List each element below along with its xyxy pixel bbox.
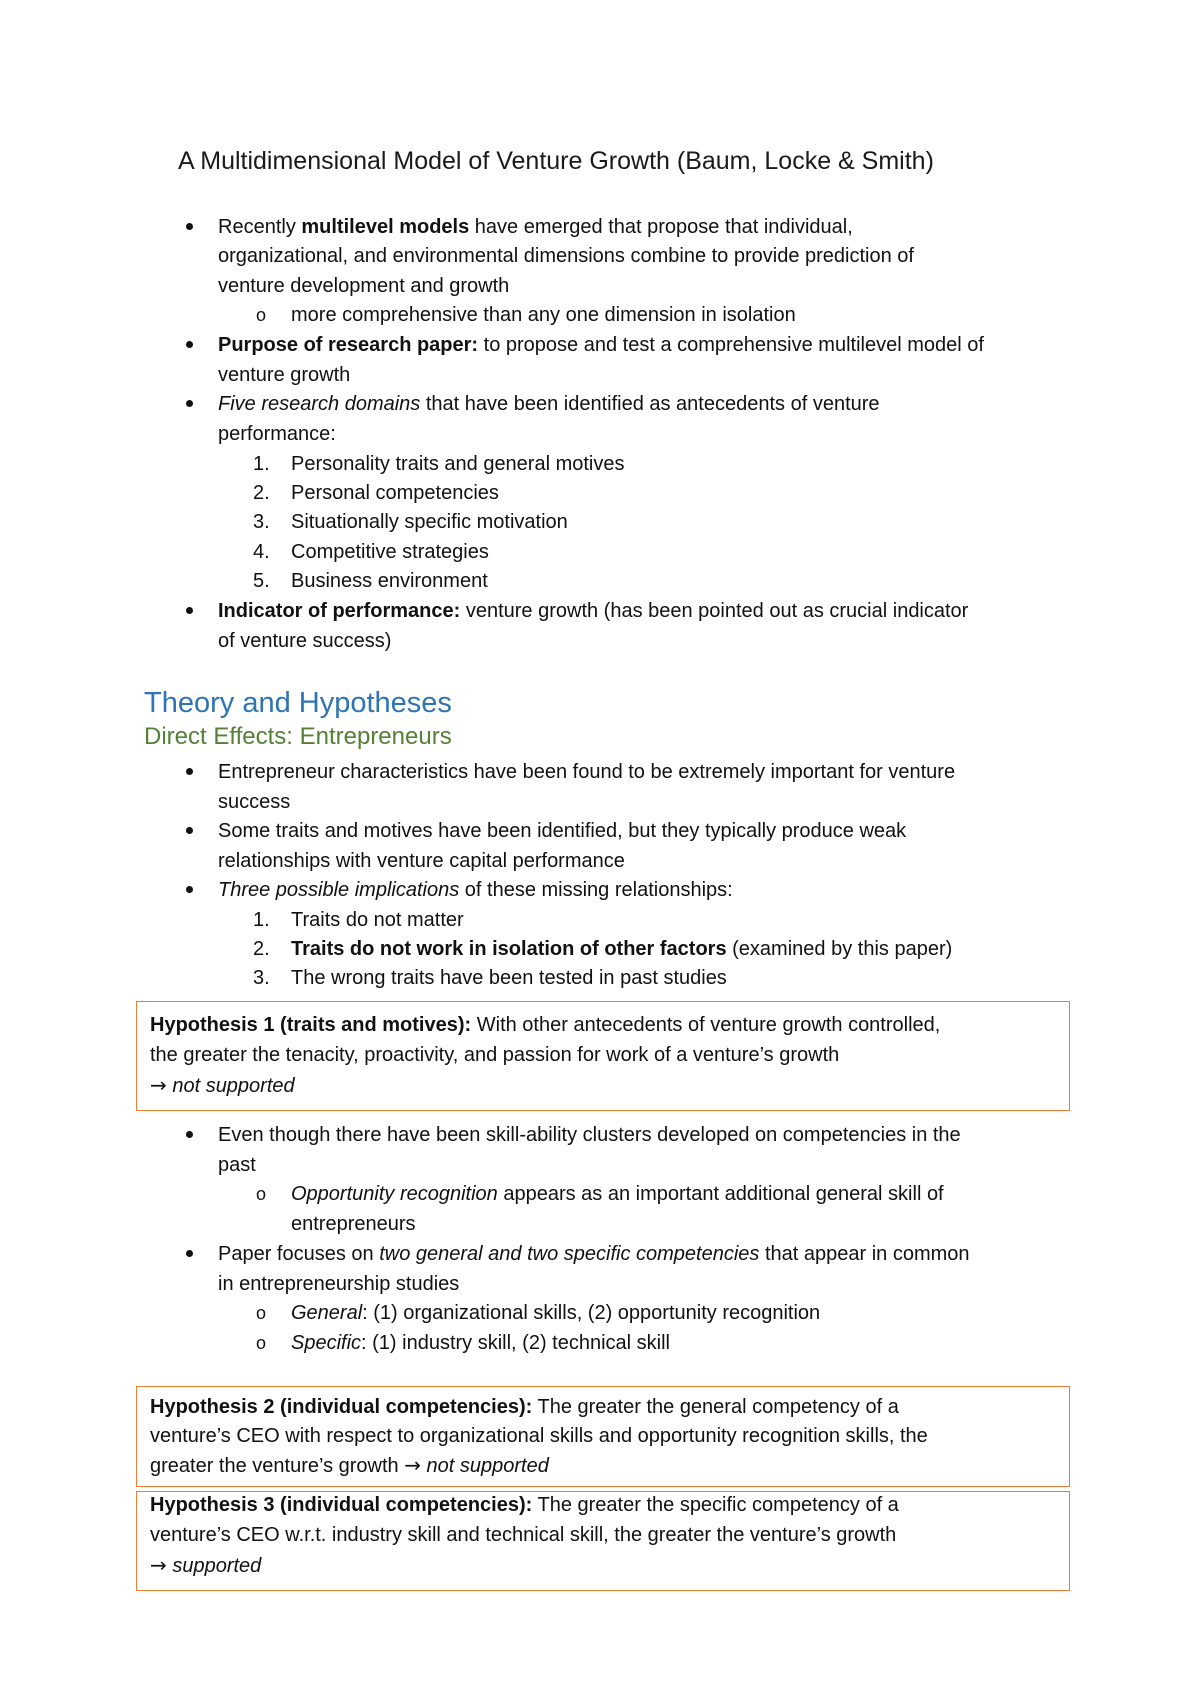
section-bullet-3-line-1: Three possible implications of these missing relationships: xyxy=(218,879,733,901)
section-bullet-1-line-1: Entrepreneur characteristics have been found to be extremely important for venture xyxy=(218,761,956,783)
intro-bullet-3-line-1: Five research domains that have been identified as antecedents of venture xyxy=(218,393,880,415)
comp-bullet-1-sub-line-2: entrepreneurs xyxy=(291,1213,416,1235)
domain-item: Business environment xyxy=(291,570,488,592)
hypothesis-1-line-1: Hypothesis 1 (traits and motives): With other antecedents of venture growth controlled, xyxy=(150,1014,941,1036)
arrow-icon: → xyxy=(404,1453,421,1477)
subsection-heading: Direct Effects: Entrepreneurs xyxy=(144,723,452,750)
list-number: 2. xyxy=(253,482,270,504)
hypothesis-2-line-2: venture’s CEO with respect to organizational skills and opportunity recognition skills, the xyxy=(150,1425,928,1447)
sub-bullet-marker: o xyxy=(256,1184,267,1204)
intro-bullet-4-line-2: of venture success) xyxy=(218,630,392,652)
list-number: 5. xyxy=(253,570,270,592)
implication-item: The wrong traits have been tested in past studies xyxy=(291,967,727,989)
document-title: A Multidimensional Model of Venture Growth (Baum, Locke & Smith) xyxy=(178,147,934,175)
domain-item: Competitive strategies xyxy=(291,541,489,563)
bullet-dot xyxy=(186,1250,193,1257)
hypothesis-3-result: → supported xyxy=(150,1553,262,1577)
intro-bullet-1-line-1: Recently multilevel models have emerged that propose that individual, xyxy=(218,216,853,238)
implication-item: Traits do not work in isolation of other factors (examined by this paper) xyxy=(291,938,953,960)
intro-bullet-2-line-2: venture growth xyxy=(218,364,351,386)
sub-bullet-marker: o xyxy=(256,1333,267,1353)
specific-competencies: Specific: (1) industry skill, (2) technical skill xyxy=(291,1332,670,1354)
comp-bullet-2-line-1: Paper focuses on two general and two specific competencies that appear in common xyxy=(218,1243,970,1265)
intro-bullet-1-line-2: organizational, and environmental dimensions combine to provide prediction of xyxy=(218,245,914,267)
comp-bullet-2-line-2: in entrepreneurship studies xyxy=(218,1273,460,1295)
arrow-icon: → xyxy=(150,1073,167,1097)
domain-item: Situationally specific motivation xyxy=(291,511,568,533)
domain-item: Personal competencies xyxy=(291,482,499,504)
sub-bullet-marker: o xyxy=(256,1303,267,1323)
list-number: 3. xyxy=(253,511,270,533)
intro-bullet-1-sub: more comprehensive than any one dimension in isolation xyxy=(291,304,796,326)
intro-bullet-1-line-3: venture development and growth xyxy=(218,275,510,297)
domain-item: Personality traits and general motives xyxy=(291,453,625,475)
list-number: 4. xyxy=(253,541,270,563)
general-competencies: General: (1) organizational skills, (2) opportunity recognition xyxy=(291,1302,821,1324)
hypothesis-2-line-1: Hypothesis 2 (individual competencies): The greater the general competency of a xyxy=(150,1396,899,1418)
intro-bullet-3-line-2: performance: xyxy=(218,423,336,445)
bullet-dot xyxy=(186,827,193,834)
arrow-icon: → xyxy=(150,1553,167,1577)
intro-bullet-2-line-1: Purpose of research paper: to propose and test a comprehensive multilevel model of xyxy=(218,334,984,356)
bullet-dot xyxy=(186,607,193,614)
sub-bullet-marker: o xyxy=(256,305,267,325)
intro-bullet-4-line-1: Indicator of performance: venture growth (has been pointed out as crucial indicator xyxy=(218,600,969,622)
bullet-dot xyxy=(186,341,193,348)
list-number: 2. xyxy=(253,938,270,960)
list-number: 1. xyxy=(253,909,270,931)
bullet-dot xyxy=(186,768,193,775)
comp-bullet-1-line-1: Even though there have been skill-ability clusters developed on competencies in the xyxy=(218,1124,961,1146)
hypothesis-2-line-3: greater the venture’s growth → not supported xyxy=(150,1453,549,1477)
hypothesis-1-line-2: the greater the tenacity, proactivity, and passion for work of a venture’s growth xyxy=(150,1044,840,1066)
comp-bullet-1-line-2: past xyxy=(218,1154,256,1176)
list-number: 3. xyxy=(253,967,270,989)
hypothesis-3-line-2: venture’s CEO w.r.t. industry skill and technical skill, the greater the venture’s growth xyxy=(150,1524,897,1546)
bullet-dot xyxy=(186,400,193,407)
implication-item: Traits do not matter xyxy=(291,909,464,931)
hypothesis-3-line-1: Hypothesis 3 (individual competencies): The greater the specific competency of a xyxy=(150,1494,899,1516)
section-bullet-2-line-1: Some traits and motives have been identified, but they typically produce weak xyxy=(218,820,907,842)
bullet-dot xyxy=(186,886,193,893)
bullet-dot xyxy=(186,223,193,230)
comp-bullet-1-sub-line-1: Opportunity recognition appears as an important additional general skill of xyxy=(291,1183,944,1205)
list-number: 1. xyxy=(253,453,270,475)
section-bullet-2-line-2: relationships with venture capital performance xyxy=(218,850,625,872)
hypothesis-1-result: → not supported xyxy=(150,1073,295,1097)
section-heading: Theory and Hypotheses xyxy=(144,687,452,719)
bullet-dot xyxy=(186,1131,193,1138)
section-bullet-1-line-2: success xyxy=(218,791,291,813)
